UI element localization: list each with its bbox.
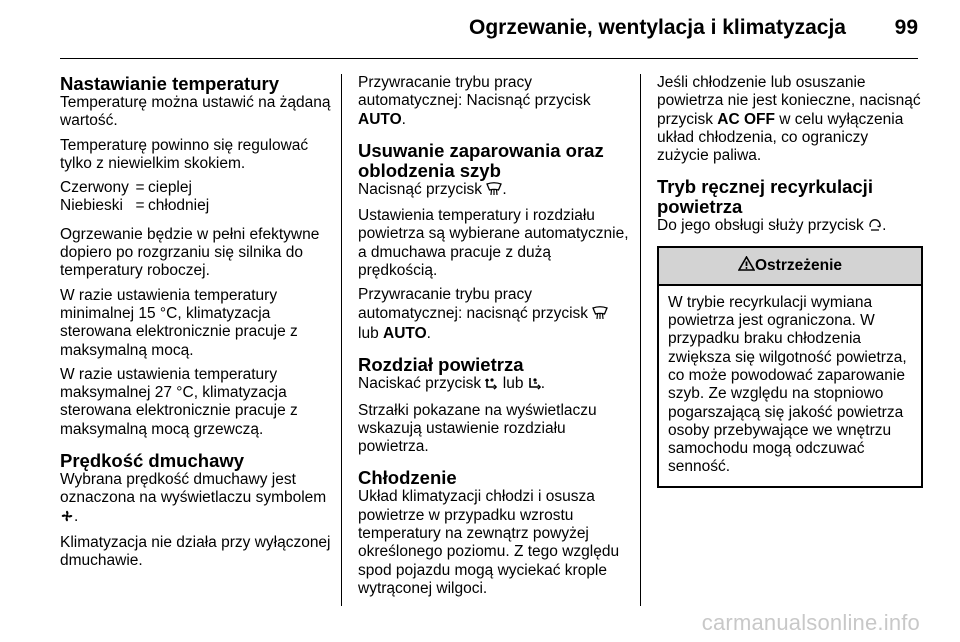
paragraph: Do jego obsługi służy przycisk . — [657, 217, 923, 237]
heading-cooling: Chłodzenie — [358, 467, 457, 489]
paragraph: Ogrzewanie będzie w pełni efektywne dopiero po rozgrzaniu się silnika do temperatury roboczej. — [60, 225, 320, 280]
heading-recirculation: Tryb ręcznej recyrkulacji powietrza — [657, 176, 873, 218]
paragraph: Temperaturę można ustawić na żądaną wartość. — [60, 94, 331, 130]
color-legend — [60, 179, 336, 216]
paragraph: Przywracanie trybu pracy automatycznej: nacisnąć przycisk lub AUTO. — [358, 286, 630, 343]
column-divider — [640, 74, 641, 606]
warning-icon — [738, 256, 755, 276]
warning-title: Ostrzeżenie — [754, 256, 842, 274]
fan-icon — [60, 509, 74, 528]
paragraph: Układ klimatyzacji chłodzi i osusza powietrze w przypadku wzrostu temperatury na zewnątrz powyżej określonego poziomu. Z tego względu spod pojazdu mogą wyciekać krople wytrąconej wilgoci. — [358, 488, 620, 597]
warning-header — [659, 248, 921, 286]
text: w celu wyłączenia układ chłodzenia, co ograniczy zużycie paliwa. — [657, 110, 904, 165]
text: Przywracanie trybu pracy automatycznej: nacisnąć przycisk — [358, 286, 589, 322]
legend-value: cieplej — [148, 179, 192, 197]
paragraph: Przywracanie trybu pracy automatycznej: Nacisnąć przycisk AUTO. — [358, 74, 591, 128]
legend-row — [60, 197, 336, 215]
legend-eq: = — [135, 179, 145, 197]
legend-key: Niebieski — [60, 197, 123, 215]
paragraph: W razie ustawienia temperatury minimalnej 15 °C, klimatyzacja sterowana elektronicznie pracuje z maksymalną mocą. — [60, 286, 298, 359]
watermark: carmanualsonline.info — [701, 610, 920, 635]
paragraph: Strzałki pokazane na wyświetlaczu wskazują ustawienie rozdziału powietrza. — [358, 401, 597, 456]
auto-label: AUTO — [383, 324, 427, 342]
windshield-defrost-icon — [592, 306, 608, 325]
column-left — [60, 74, 336, 577]
paragraph: Wybrana prędkość dmuchawy jest oznaczona na wyświetlaczu symbolem . — [60, 471, 336, 528]
auto-label: AUTO — [358, 110, 402, 128]
legend-key: Czerwony — [60, 179, 129, 197]
heading-air-distribution: Rozdział powietrza — [358, 354, 524, 376]
paragraph: Nacisnąć przycisk . — [358, 181, 630, 201]
column-divider — [341, 74, 342, 606]
text: Naciskać przycisk — [358, 375, 482, 393]
paragraph: Ustawienia temperatury i rozdziału powietrza są wybierane automatycznie, a dmuchawa pracuje z dużą prędkością. — [358, 207, 629, 280]
text: Nacisnąć przycisk — [358, 180, 483, 198]
air-distribution-down-icon — [528, 377, 541, 395]
legend-value: chłodniej — [148, 197, 210, 215]
column-middle — [358, 74, 630, 604]
paragraph — [657, 74, 923, 165]
page-header — [60, 0, 918, 59]
ac-off-label: AC OFF — [717, 110, 775, 128]
text: Jeśli chłodzenie lub osuszanie powietrza nie jest konieczne, nacisnąć przycisk — [657, 74, 921, 128]
paragraph: Naciskać przycisk lub . — [358, 375, 630, 395]
paragraph: Klimatyzacja nie działa przy wyłączonej dmuchawie. — [60, 533, 331, 570]
paragraph: W razie ustawienia temperatury maksymalnej 27 °C, klimatyzacja sterowana elektronicznie pracuje z maksymalną mocą grzewczą. — [60, 365, 298, 438]
paragraph: Temperaturę powinno się regulować tylko z niewielkim skokiem. — [60, 136, 309, 172]
heading-temperature: Nastawianie temperatury — [60, 73, 280, 94]
text: Wybrana prędkość dmuchawy jest oznaczona na wyświetlaczu symbolem — [60, 471, 327, 507]
text: lub — [502, 375, 524, 393]
header-title: Ogrzewanie, wentylacja i klimatyzacja — [468, 16, 846, 39]
text: Do jego obsługi służy przycisk — [657, 217, 864, 235]
legend-row — [60, 179, 336, 197]
heading-defog: Usuwanie zaparowania oraz oblodzenia szyb — [358, 139, 604, 181]
recirculation-icon — [868, 218, 882, 237]
text: lub — [358, 324, 379, 342]
column-right — [657, 74, 923, 488]
air-distribution-up-icon — [485, 377, 498, 395]
heading-fan-speed: Prędkość dmuchawy — [60, 450, 245, 472]
windshield-defrost-icon — [486, 182, 502, 201]
warning-text: W trybie recyrkulacji wymiana powietrza jest ograniczona. W przypadku braku chłodzenia zwiększa się wilgotność powietrza, co może powodować zaparowanie szyb. Ze względu na stopniowo pogarszającą się jakość powietrza osoby przebywające we wnętrzu samochodu mogą odczuwać senność. — [668, 293, 907, 476]
legend-eq: = — [135, 197, 145, 215]
warning-box — [657, 246, 923, 488]
text: Przywracanie trybu pracy automatycznej: Nacisnąć przycisk — [358, 74, 591, 110]
page-number: 99 — [894, 16, 918, 39]
